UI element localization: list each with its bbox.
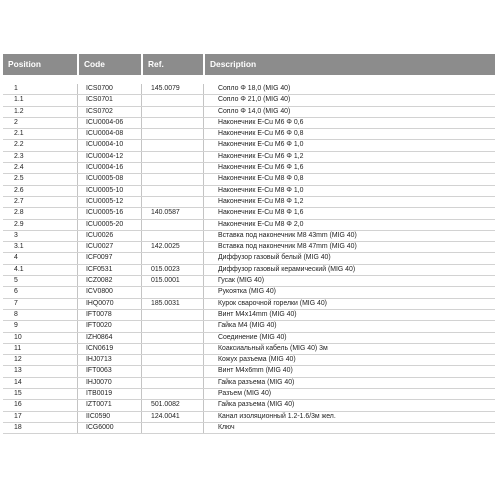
cell-position: 2.7	[14, 197, 24, 205]
cell-ref	[141, 174, 203, 184]
cell-ref: 501.0082	[141, 400, 203, 410]
table-row	[3, 253, 495, 264]
cell-position: 15	[14, 390, 22, 398]
cell-position: 9	[14, 322, 18, 330]
cell-ref	[141, 423, 203, 433]
cell-ref	[141, 287, 203, 297]
cell-description: Сопло Φ 21,0 (MIG 40)	[203, 95, 495, 105]
table-row	[3, 107, 495, 118]
table-row	[3, 242, 495, 253]
header-description: Description	[203, 54, 495, 75]
cell-description: Рукоятка (MIG 40)	[203, 287, 495, 297]
cell-code: IHJ0713	[77, 355, 141, 365]
cell-position: 2.5	[14, 175, 24, 183]
cell-code: ICU0005-20	[77, 220, 141, 230]
cell-ref: 140.0587	[141, 208, 203, 218]
cell-position: 13	[14, 367, 22, 375]
cell-code: IZH0864	[77, 333, 141, 343]
cell-position: 2	[14, 118, 18, 126]
cell-ref	[141, 389, 203, 399]
cell-code: ICU0004-12	[77, 152, 141, 162]
cell-ref	[141, 140, 203, 150]
cell-position: 1.1	[14, 96, 24, 104]
cell-position: 5	[14, 277, 18, 285]
cell-code: ICU0004-16	[77, 163, 141, 173]
cell-ref	[141, 186, 203, 196]
cell-position: 2.6	[14, 186, 24, 194]
cell-code: ICS0702	[77, 107, 141, 117]
cell-description: Гайка разъема (MIG 40)	[203, 378, 495, 388]
cell-code: ICU0005-10	[77, 186, 141, 196]
cell-description: Наконечник E-Cu M6 Φ 1,0	[203, 140, 495, 150]
cell-description: Наконечник E-Cu M6 Φ 1,6	[203, 163, 495, 173]
cell-ref: 185.0031	[141, 299, 203, 309]
cell-description: Сопло Φ 18,0 (MIG 40)	[203, 84, 495, 94]
cell-ref	[141, 231, 203, 241]
table-row	[3, 140, 495, 151]
cell-description: Наконечник E-Cu M8 Φ 0,8	[203, 174, 495, 184]
cell-ref: 015.0023	[141, 265, 203, 275]
cell-position: 2.4	[14, 164, 24, 172]
table-row	[3, 366, 495, 377]
cell-position: 2.2	[14, 141, 24, 149]
cell-description: Курок сварочной горелки (MIG 40)	[203, 299, 495, 309]
table-row	[3, 378, 495, 389]
cell-ref	[141, 333, 203, 343]
cell-code: ITB0019	[77, 389, 141, 399]
table-body	[3, 84, 495, 434]
table-row	[3, 333, 495, 344]
table-row	[3, 276, 495, 287]
cell-ref	[141, 321, 203, 331]
table-row	[3, 220, 495, 231]
cell-description: Гайка разъема (MIG 40)	[203, 400, 495, 410]
table-row	[3, 95, 495, 106]
cell-code: ICU0005-12	[77, 197, 141, 207]
table-row	[3, 152, 495, 163]
cell-description: Коаксиальный кабель (MIG 40) 3м	[203, 344, 495, 354]
table-header-row	[3, 54, 495, 75]
cell-code: ICV0800	[77, 287, 141, 297]
cell-description: Диффузор газовый керамический (MIG 40)	[203, 265, 495, 275]
cell-ref: 142.0025	[141, 242, 203, 252]
table-row	[3, 118, 495, 129]
cell-code: IHJ0070	[77, 378, 141, 388]
cell-code: ICU0026	[77, 231, 141, 241]
cell-ref	[141, 366, 203, 376]
cell-position: 8	[14, 310, 18, 318]
cell-code: ICU0005-08	[77, 174, 141, 184]
cell-ref	[141, 107, 203, 117]
cell-code: ICU0004-10	[77, 140, 141, 150]
header-code: Code	[77, 54, 141, 75]
cell-ref: 015.0001	[141, 276, 203, 286]
table-row	[3, 84, 495, 95]
cell-description: Вставка под наконечник M8 47mm (MIG 40)	[203, 242, 495, 252]
cell-description: Наконечник E-Cu M8 Φ 1,0	[203, 186, 495, 196]
cell-description: Наконечник E-Cu M6 Φ 0,8	[203, 129, 495, 139]
cell-ref	[141, 95, 203, 105]
cell-code: IZT0071	[77, 400, 141, 410]
cell-position: 6	[14, 288, 18, 296]
table-row	[3, 163, 495, 174]
cell-code: IIC0590	[77, 412, 141, 422]
table-row	[3, 423, 495, 434]
cell-position: 18	[14, 423, 22, 431]
cell-description: Разъем (MIG 40)	[203, 389, 495, 399]
cell-code: ICF0097	[77, 253, 141, 263]
cell-code: IFT0063	[77, 366, 141, 376]
cell-position: 1	[14, 85, 18, 92]
cell-description: Соединение (MIG 40)	[203, 333, 495, 343]
table-row	[3, 287, 495, 298]
cell-description: Наконечник E-Cu M8 Φ 2,0	[203, 220, 495, 230]
cell-position: 4.1	[14, 265, 24, 273]
cell-ref	[141, 118, 203, 128]
cell-code: ICU0004-08	[77, 129, 141, 139]
cell-position: 4	[14, 254, 18, 262]
cell-position: 3	[14, 231, 18, 239]
cell-description: Диффузор газовый белый (MIG 40)	[203, 253, 495, 263]
cell-ref	[141, 344, 203, 354]
cell-ref	[141, 378, 203, 388]
cell-description: Вставка под наконечник M8 43mm (MIG 40)	[203, 231, 495, 241]
cell-ref	[141, 220, 203, 230]
cell-ref	[141, 129, 203, 139]
cell-description: Канал изоляционный 1.2-1.6/3м жел.	[203, 412, 495, 422]
cell-ref	[141, 310, 203, 320]
cell-position: 17	[14, 412, 22, 420]
cell-description: Наконечник E-Cu M6 Φ 1,2	[203, 152, 495, 162]
cell-description: Наконечник E-Cu M6 Φ 0,6	[203, 118, 495, 128]
table-row	[3, 231, 495, 242]
table-row	[3, 208, 495, 219]
cell-position: 1.2	[14, 107, 24, 115]
table-row	[3, 186, 495, 197]
cell-description: Наконечник E-Cu M8 Φ 1,6	[203, 208, 495, 218]
cell-ref	[141, 163, 203, 173]
cell-position: 2.8	[14, 209, 24, 217]
table-row	[3, 389, 495, 400]
cell-code: ICU0027	[77, 242, 141, 252]
cell-ref	[141, 197, 203, 207]
cell-code: ICZ0082	[77, 276, 141, 286]
cell-position: 3.1	[14, 243, 24, 251]
cell-ref: 145.0079	[141, 84, 203, 94]
cell-position: 10	[14, 333, 22, 341]
cell-code: ICF0531	[77, 265, 141, 275]
cell-position: 2.9	[14, 220, 24, 228]
cell-description: Гайка M4 (MIG 40)	[203, 321, 495, 331]
table-row	[3, 400, 495, 411]
table-row	[3, 355, 495, 366]
cell-description: Гусак (MIG 40)	[203, 276, 495, 286]
cell-code: ICG6000	[77, 423, 141, 433]
table-row	[3, 265, 495, 276]
cell-position: 11	[14, 344, 22, 352]
cell-code: ICU0005-16	[77, 208, 141, 218]
cell-description: Винт M4x14mm (MIG 40)	[203, 310, 495, 320]
table-row	[3, 129, 495, 140]
cell-code: IHQ0070	[77, 299, 141, 309]
cell-code: IFT0078	[77, 310, 141, 320]
cell-code: IFT0020	[77, 321, 141, 331]
cell-description: Наконечник E-Cu M8 Φ 1,2	[203, 197, 495, 207]
cell-position: 14	[14, 378, 22, 386]
cell-description: Винт M4x6mm (MIG 40)	[203, 366, 495, 376]
cell-position: 7	[14, 299, 18, 307]
cell-code: ICU0004-06	[77, 118, 141, 128]
header-ref: Ref.	[141, 54, 203, 75]
cell-code: ICS0701	[77, 95, 141, 105]
cell-description: Ключ	[203, 423, 495, 433]
cell-description: Сопло Φ 14,0 (MIG 40)	[203, 107, 495, 117]
table-row	[3, 197, 495, 208]
cell-description: Кожух разъема (MIG 40)	[203, 355, 495, 365]
cell-ref	[141, 152, 203, 162]
cell-position: 2.3	[14, 152, 24, 160]
cell-ref: 124.0041	[141, 412, 203, 422]
cell-ref	[141, 355, 203, 365]
table-row	[3, 412, 495, 423]
header-position: Position	[3, 54, 77, 75]
cell-ref	[141, 253, 203, 263]
table-row	[3, 174, 495, 185]
cell-code: ICN0619	[77, 344, 141, 354]
cell-position: 12	[14, 356, 22, 364]
table-row	[3, 310, 495, 321]
cell-code: ICS0700	[77, 84, 141, 94]
cell-position: 2.1	[14, 130, 24, 138]
table-row	[3, 299, 495, 310]
parts-list-table	[3, 54, 495, 434]
table-row	[3, 321, 495, 332]
cell-position: 16	[14, 401, 22, 409]
table-row	[3, 344, 495, 355]
